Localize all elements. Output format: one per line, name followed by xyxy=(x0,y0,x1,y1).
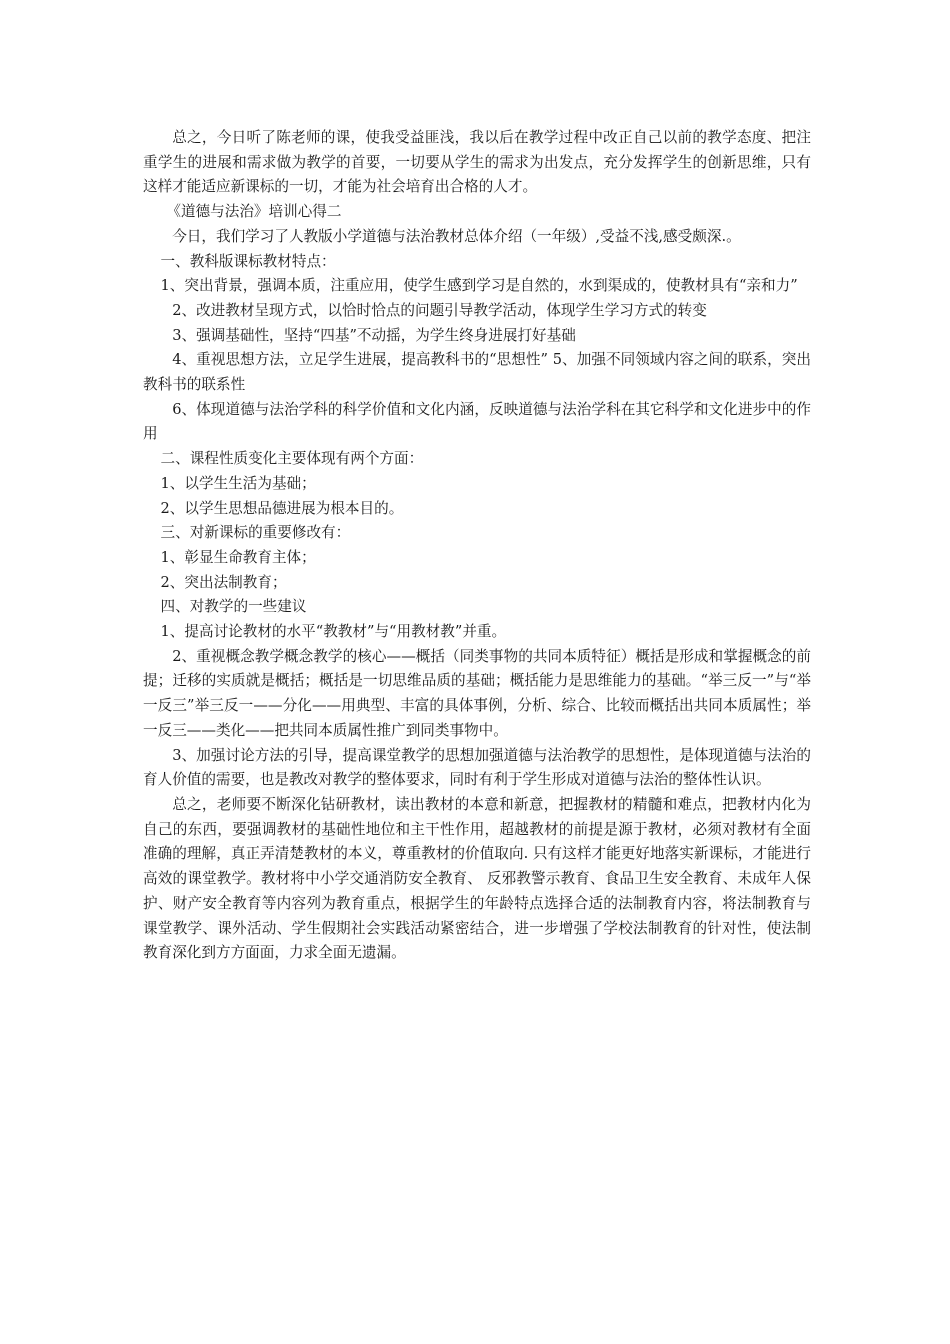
list-item-feature-2: 2、改进教材呈现方式，以恰时恰点的问题引导教学活动，体现学生学习方式的转变 xyxy=(172,301,707,319)
section-title: 《道德与法治》培训心得二 xyxy=(166,203,342,221)
list-item-suggestion-2: 2、重视概念教学概念教学的核心——概括（同类事物的共同本质特征）概括是形成和掌握概念的前提；迁移的实质就是概括；概括是一切思维品质的基础；概括能力是思维能力的基础。“举三反一”与“举一反三”举三反一——分化——用典型、丰富的具体事例，分析、综合、比较而概括出共同本质属性；举一反三——类化——把共同本质属性推广到同类事物中。 xyxy=(143,647,811,739)
list-item-revision-1: 1、彰显生命教育主体； xyxy=(160,548,316,566)
paragraph-summary-2: 总之，老师要不断深化钻研教材，读出教材的本意和新意，把握教材的精髓和难点，把教材内化为自己的东西，要强调教材的基础性地位和主干性作用，超越教材的前提是源于教材，必须对教材有全面准确的理解，真正弄清楚教材的本义，尊重教材的价值取向. 只有这样才能更好地落实新课标，才能进行高效的课堂教学。教材将中小学交通消防安全教育、 反邪教警示教育、食品卫生安全教育、未成年人保护、财产安全教育等内容列为教育重点，根据学生的年龄特点选择合适的法制教育内容，将法制教育与课堂教学、课外活动、学生假期社会实践活动紧密结合，进一步增强了学校法制教育的针对性，使法制教育深化到方方面面，力求全面无遗漏。 xyxy=(143,795,811,962)
heading-features: 一、教科版课标教材特点： xyxy=(160,252,336,270)
paragraph-summary-1: 总之，今日听了陈老师的课，使我受益匪浅，我以后在教学过程中改正自己以前的教学态度、把注重学生的进展和需求做为教学的首要，一切要从学生的需求为出发点，充分发挥学生的创新思维，只有这样才能适应新课标的一切，才能为社会培育出合格的人才。 xyxy=(143,129,811,196)
list-item-feature-6: 6、体现道德与法治学科的科学价值和文化内涵，反映道德与法治学科在其它科学和文化进步中的作用 xyxy=(143,400,811,443)
list-item-revision-2: 2、突出法制教育； xyxy=(160,573,287,591)
document-body xyxy=(143,126,811,966)
heading-revisions: 三、对新课标的重要修改有： xyxy=(160,524,351,542)
list-item-feature-1: 1、突出背景，强调本质，注重应用，使学生感到学习是自然的，水到渠成的，使教材具有“亲和力” xyxy=(160,277,798,295)
list-item-nature-2: 2、以学生思想品德进展为根本目的。 xyxy=(160,499,404,517)
list-item-nature-1: 1、以学生生活为基础； xyxy=(160,474,316,492)
heading-course-nature: 二、课程性质变化主要体现有两个方面： xyxy=(160,450,424,468)
list-item-feature-3: 3、强调基础性，坚持“四基”不动摇，为学生终身进展打好基础 xyxy=(172,326,576,344)
list-item-feature-4-5: 4、重视思想方法，立足学生进展，提高教科书的“思想性” 5、加强不同领域内容之间的联系，突出教科书的联系性 xyxy=(143,351,811,394)
paragraph-intro: 今日，我们学习了人教版小学道德与法治教材总体介绍（一年级）,受益不浅,感受颇深.。 xyxy=(172,227,741,245)
list-item-suggestion-1: 1、提高讨论教材的水平“教教材”与“用教材教”并重。 xyxy=(160,623,507,641)
list-item-suggestion-3: 3、加强讨论方法的引导，提高课堂教学的思想加强道德与法治教学的思想性，是体现道德与法治的育人价值的需要，也是教改对教学的整体要求，同时有利于学生形成对道德与法治的整体性认识。 xyxy=(143,746,811,789)
heading-suggestions: 四、对教学的一些建议 xyxy=(160,598,307,616)
